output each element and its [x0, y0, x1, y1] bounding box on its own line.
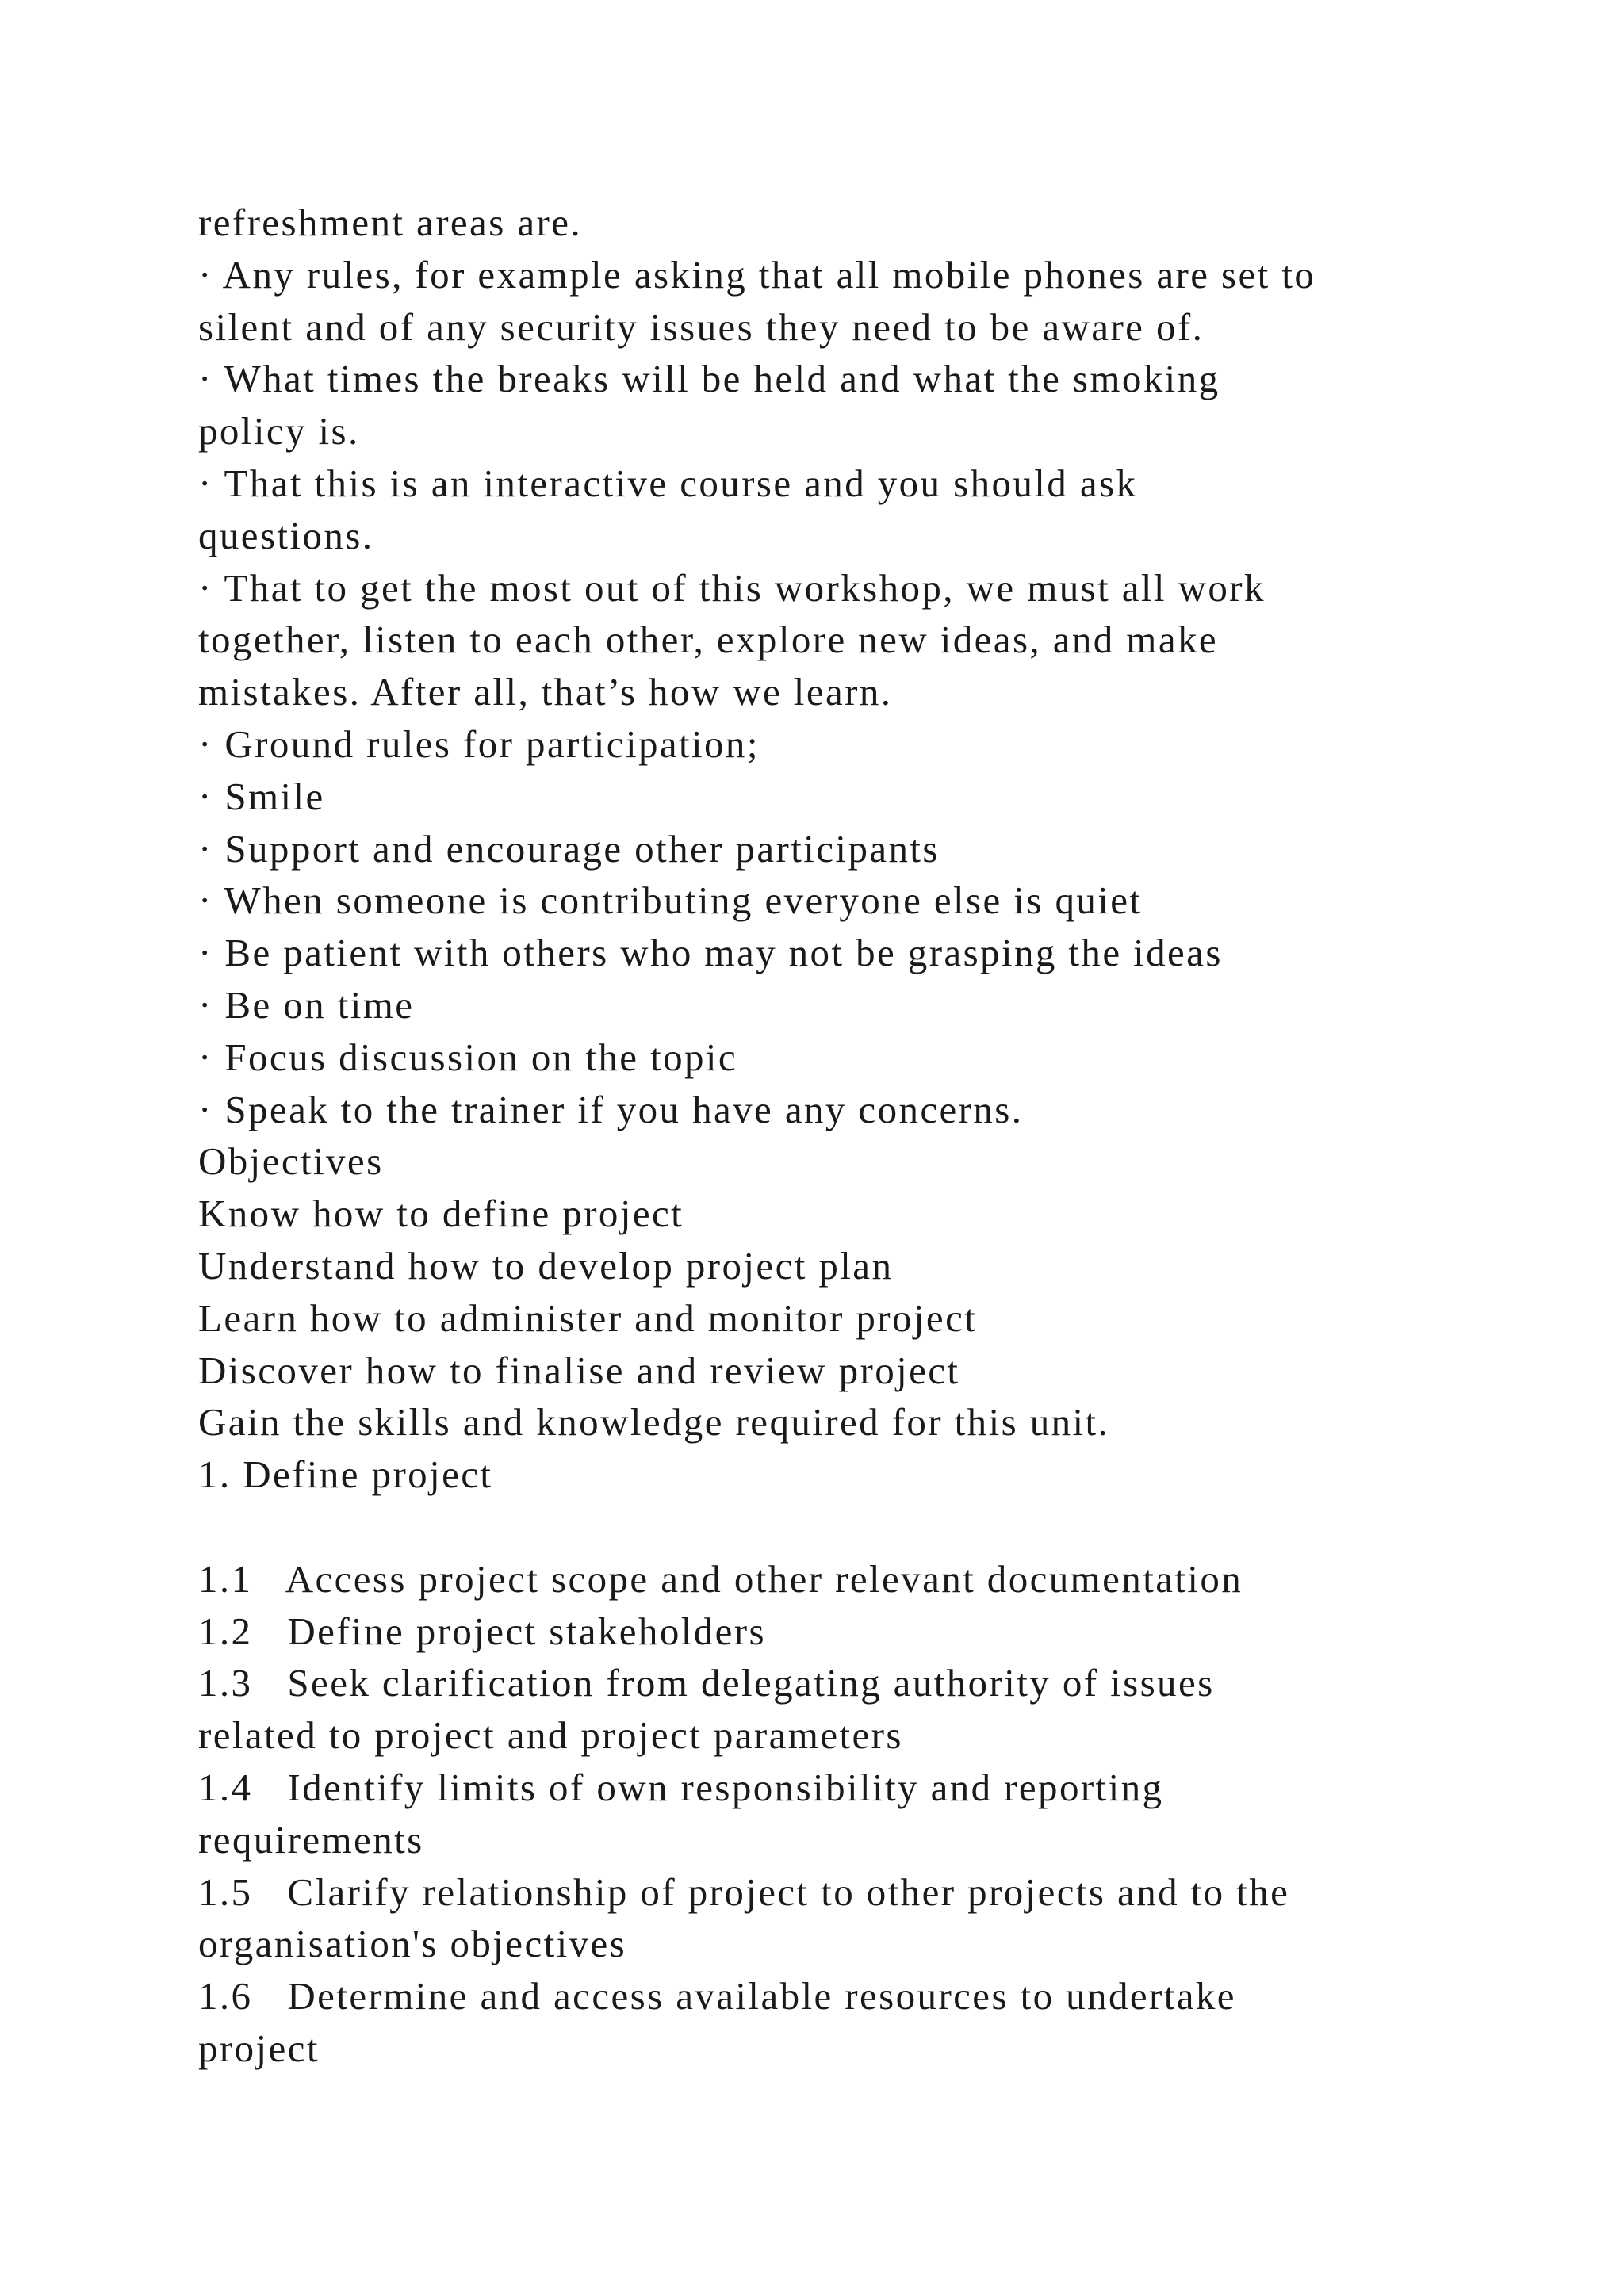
text-line: together, listen to each other, explore new ideas, and make — [198, 618, 1219, 662]
bullet-line: · What times the breaks will be held and what the smoking — [198, 357, 1220, 401]
text-line: policy is. — [198, 409, 360, 453]
bullet-line: · Focus discussion on the topic — [198, 1035, 738, 1079]
numbered-item: 1.1 Access project scope and other relevant documentation — [198, 1556, 1243, 1601]
bullet-line: · Be on time — [198, 982, 415, 1027]
bullet-line: · That to get the most out of this workshop, we must all work — [198, 565, 1266, 610]
bullet-line: · Any rules, for example asking that all mobile phones are set to — [198, 252, 1316, 297]
text-line: silent and of any security issues they need to be aware of. — [198, 304, 1205, 349]
objective-item: Understand how to develop project plan — [198, 1243, 894, 1288]
objective-item: Learn how to administer and monitor project — [198, 1295, 978, 1340]
bullet-line: · When someone is contributing everyone else is quiet — [198, 878, 1143, 923]
text-line: related to project and project parameters — [198, 1713, 903, 1758]
document-body — [198, 197, 1499, 2075]
numbered-item: 1.3 Seek clarification from delegating authority of issues — [198, 1661, 1215, 1705]
text-line: mistakes. After all, that’s how we learn. — [198, 670, 893, 714]
section-heading: 1. Define project — [198, 1452, 493, 1497]
bullet-line: · Ground rules for participation; — [198, 721, 760, 766]
bullet-line: · Speak to the trainer if you have any concerns. — [198, 1087, 1024, 1131]
numbered-item: 1.6 Determine and access available resources to undertake — [198, 1974, 1236, 2019]
text-line: questions. — [198, 513, 374, 557]
text-line: refreshment areas are. — [198, 201, 582, 244]
numbered-item: 1.5 Clarify relationship of project to other projects and to the — [198, 1869, 1290, 1914]
numbered-item: 1.2 Define project stakeholders — [198, 1609, 766, 1653]
numbered-item: 1.4 Identify limits of own responsibility and reporting — [198, 1765, 1164, 1809]
text-line: project — [198, 2026, 320, 2070]
bullet-line: · That this is an interactive course and you should ask — [198, 461, 1138, 505]
bullet-line: · Be patient with others who may not be grasping the ideas — [198, 931, 1223, 975]
objective-item: Gain the skills and knowledge required for this unit. — [198, 1400, 1110, 1445]
bullet-line: · Smile — [198, 774, 325, 818]
objective-item: Know how to define project — [198, 1192, 684, 1236]
objective-item: Discover how to finalise and review project — [198, 1348, 960, 1392]
section-heading: Objectives — [198, 1139, 384, 1184]
text-line: requirements — [198, 1817, 424, 1862]
blank-line — [198, 1501, 1499, 1553]
bullet-line: · Support and encourage other participants — [198, 826, 940, 871]
text-line: organisation's objectives — [198, 1922, 627, 1966]
